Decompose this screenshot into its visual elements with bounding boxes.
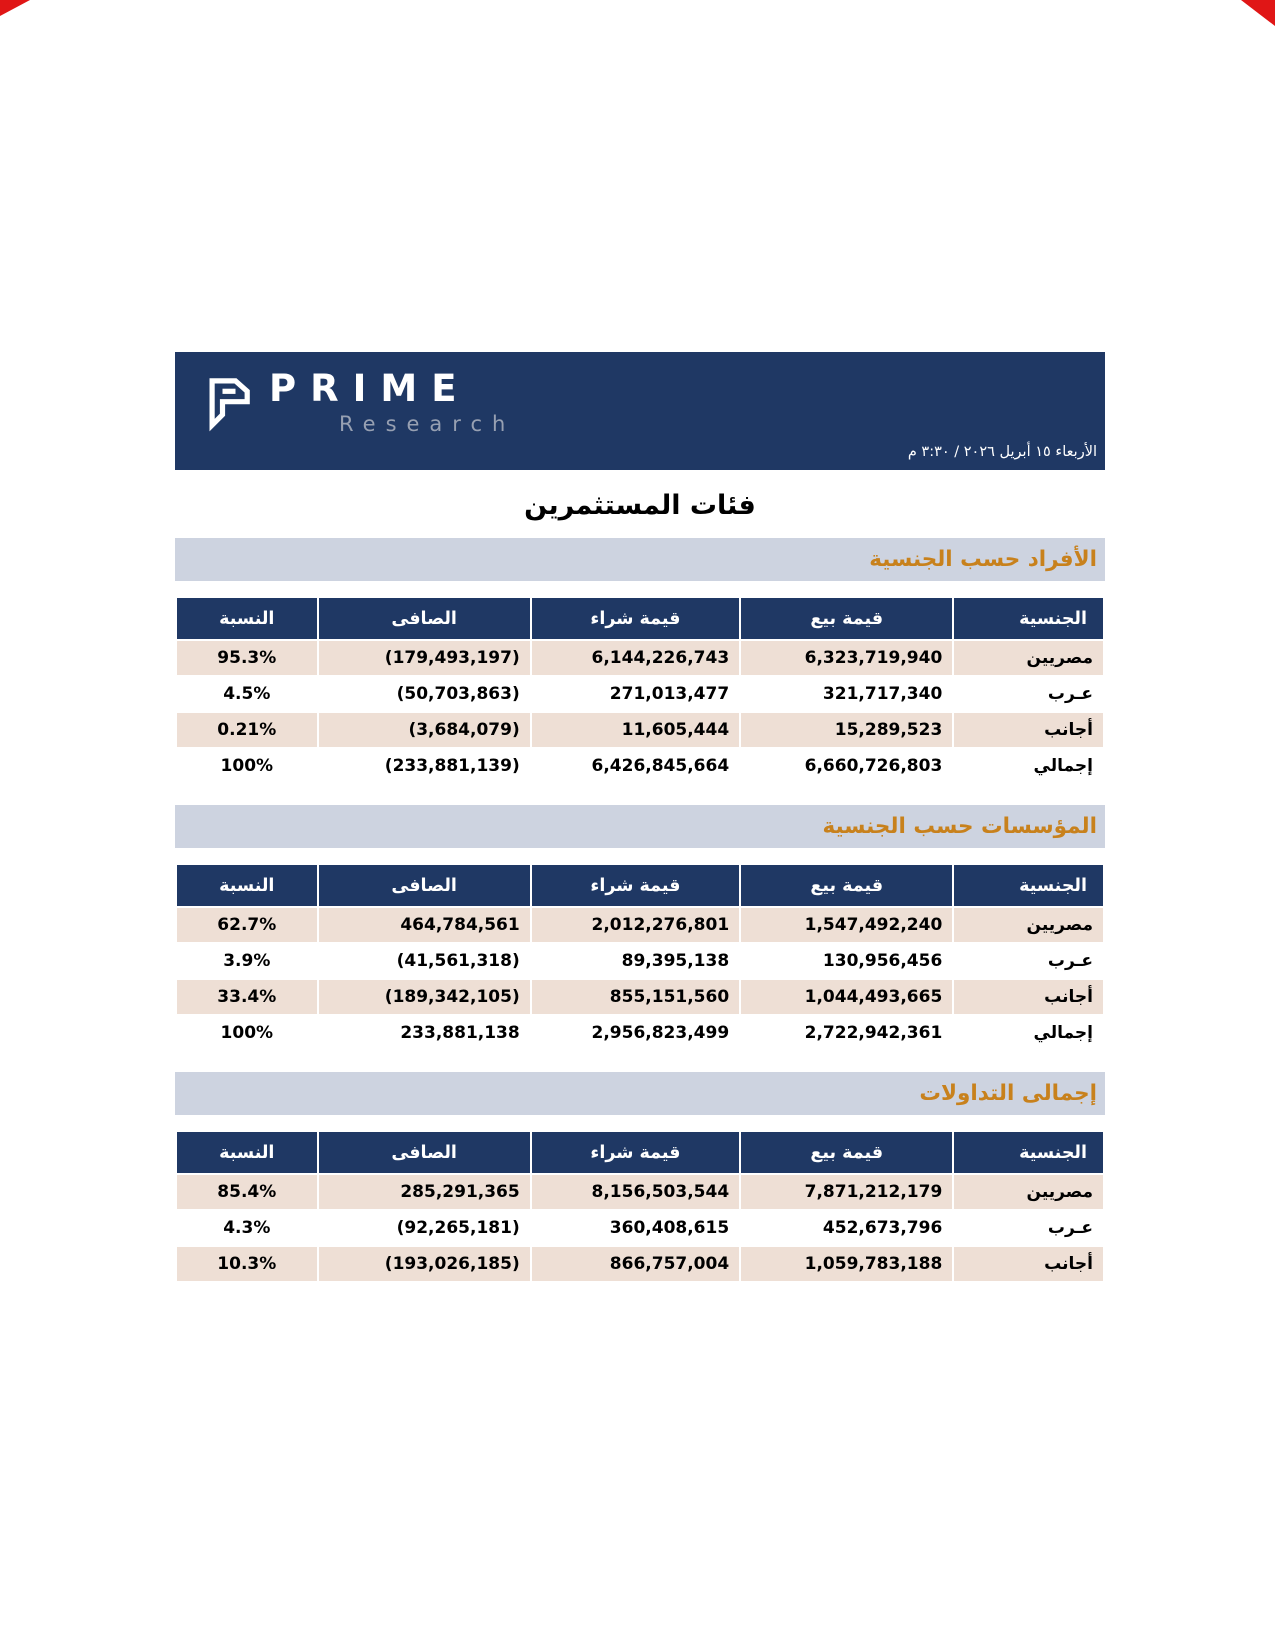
sell-value-cell: 1,547,492,240 (741, 908, 952, 942)
table-row (177, 980, 1103, 1014)
sell-value-cell: 7,871,212,179 (741, 1175, 952, 1209)
nationality-cell: مصريين (954, 1175, 1103, 1209)
buy-value-cell: 6,144,226,743 (532, 641, 739, 675)
nationality-cell: عـرب (954, 1211, 1103, 1245)
net-value-cell: 285,291,365 (319, 1175, 530, 1209)
table-row (177, 749, 1103, 783)
table-body (177, 641, 1103, 783)
nationality-cell: عـرب (954, 677, 1103, 711)
percentage-cell: 4.5% (177, 677, 317, 711)
prime-logo-icon (203, 372, 255, 434)
table-header (177, 865, 1103, 906)
header-row (177, 1132, 1103, 1173)
buy-value-cell: 866,757,004 (532, 1247, 739, 1281)
header-row (177, 598, 1103, 639)
table-body (177, 908, 1103, 1050)
col-buy-value: قيمة شراء (532, 1132, 739, 1173)
percentage-cell: 33.4% (177, 980, 317, 1014)
sell-value-cell: 130,956,456 (741, 944, 952, 978)
section-heading-total-trading: إجمالى التداولات (175, 1072, 1105, 1115)
logo-text (269, 368, 515, 436)
table-row (177, 677, 1103, 711)
logo-subtitle: Research (339, 411, 516, 436)
page-title: فئات المستثمرين (524, 490, 756, 521)
percentage-cell: 85.4% (177, 1175, 317, 1209)
section-heading-institutions: المؤسسات حسب الجنسية (175, 805, 1105, 848)
percentage-cell: 10.3% (177, 1247, 317, 1281)
buy-value-cell: 271,013,477 (532, 677, 739, 711)
table-row (177, 1247, 1103, 1281)
buy-value-cell: 2,012,276,801 (532, 908, 739, 942)
col-net: الصافى (319, 865, 530, 906)
buy-value-cell: 2,956,823,499 (532, 1016, 739, 1050)
net-value-cell: (193,026,185) (319, 1247, 530, 1281)
buy-value-cell: 6,426,845,664 (532, 749, 739, 783)
net-value-cell: (92,265,181) (319, 1211, 530, 1245)
col-nationality: الجنسية (954, 1132, 1103, 1173)
table-row (177, 1211, 1103, 1245)
nationality-cell: عـرب (954, 944, 1103, 978)
table-total-trading (175, 1130, 1105, 1283)
table-row (177, 908, 1103, 942)
col-sell-value: قيمة بيع (741, 865, 952, 906)
col-sell-value: قيمة بيع (741, 598, 952, 639)
col-percentage: النسبة (177, 1132, 317, 1173)
net-value-cell: (3,684,079) (319, 713, 530, 747)
net-value-cell: 464,784,561 (319, 908, 530, 942)
nationality-cell: إجمالي (954, 749, 1103, 783)
percentage-cell: 100% (177, 1016, 317, 1050)
sell-value-cell: 452,673,796 (741, 1211, 952, 1245)
table-row (177, 713, 1103, 747)
corner-mark-right (1241, 0, 1275, 26)
percentage-cell: 100% (177, 749, 317, 783)
logo-title: PRIME (269, 367, 471, 410)
header-row (177, 865, 1103, 906)
percentage-cell: 0.21% (177, 713, 317, 747)
table-header (177, 1132, 1103, 1173)
sell-value-cell: 321,717,340 (741, 677, 952, 711)
nationality-cell: أجانب (954, 713, 1103, 747)
col-percentage: النسبة (177, 865, 317, 906)
nationality-cell: أجانب (954, 980, 1103, 1014)
net-value-cell: (179,493,197) (319, 641, 530, 675)
logo (203, 368, 515, 436)
percentage-cell: 3.9% (177, 944, 317, 978)
sell-value-cell: 2,722,942,361 (741, 1016, 952, 1050)
col-buy-value: قيمة شراء (532, 598, 739, 639)
percentage-cell: 62.7% (177, 908, 317, 942)
nationality-cell: أجانب (954, 1247, 1103, 1281)
nationality-cell: إجمالي (954, 1016, 1103, 1050)
table-institutions (175, 863, 1105, 1052)
section-heading-individuals: الأفراد حسب الجنسية (175, 538, 1105, 581)
report-datetime: الأربعاء ١٥ أبريل ٢٠٢٦ / ٣:٣٠ م (907, 444, 1097, 460)
buy-value-cell: 360,408,615 (532, 1211, 739, 1245)
col-net: الصافى (319, 1132, 530, 1173)
col-net: الصافى (319, 598, 530, 639)
col-percentage: النسبة (177, 598, 317, 639)
net-value-cell: (50,703,863) (319, 677, 530, 711)
buy-value-cell: 11,605,444 (532, 713, 739, 747)
net-value-cell: (41,561,318) (319, 944, 530, 978)
nationality-cell: مصريين (954, 908, 1103, 942)
net-value-cell: (189,342,105) (319, 980, 530, 1014)
col-sell-value: قيمة بيع (741, 1132, 952, 1173)
table-row (177, 1016, 1103, 1050)
report-content (175, 352, 1105, 1283)
col-nationality: الجنسية (954, 865, 1103, 906)
brand-banner (175, 352, 1105, 470)
corner-mark-left (0, 0, 30, 16)
buy-value-cell: 855,151,560 (532, 980, 739, 1014)
buy-value-cell: 8,156,503,544 (532, 1175, 739, 1209)
table-row (177, 1175, 1103, 1209)
sell-value-cell: 6,660,726,803 (741, 749, 952, 783)
col-buy-value: قيمة شراء (532, 865, 739, 906)
table-body (177, 1175, 1103, 1281)
net-value-cell: (233,881,139) (319, 749, 530, 783)
sell-value-cell: 1,044,493,665 (741, 980, 952, 1014)
percentage-cell: 95.3% (177, 641, 317, 675)
table-header (177, 598, 1103, 639)
col-nationality: الجنسية (954, 598, 1103, 639)
sell-value-cell: 6,323,719,940 (741, 641, 952, 675)
table-row (177, 641, 1103, 675)
sell-value-cell: 15,289,523 (741, 713, 952, 747)
net-value-cell: 233,881,138 (319, 1016, 530, 1050)
table-individuals (175, 596, 1105, 785)
buy-value-cell: 89,395,138 (532, 944, 739, 978)
nationality-cell: مصريين (954, 641, 1103, 675)
table-row (177, 944, 1103, 978)
percentage-cell: 4.3% (177, 1211, 317, 1245)
sell-value-cell: 1,059,783,188 (741, 1247, 952, 1281)
